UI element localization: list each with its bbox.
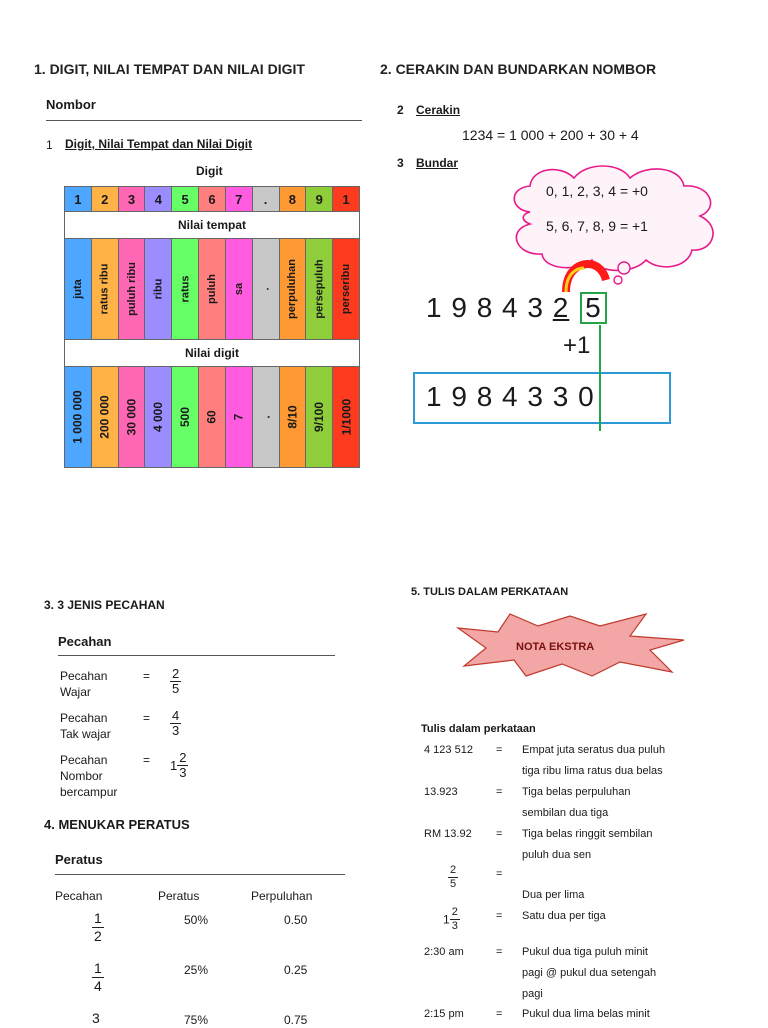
fraction (170, 667, 181, 696)
digit-cell: 8 (280, 187, 307, 211)
fraction-numerator: 2 (172, 666, 180, 681)
decimal-value: 0.75 (284, 1013, 308, 1027)
fraction-denominator: 3 (179, 765, 187, 780)
percent-header-fraction: Pecahan (55, 889, 103, 903)
digit-cell: 1 (333, 187, 359, 211)
section3-title: 3. 3 JENIS PECAHAN (44, 598, 165, 612)
section4-heading: Peratus (55, 852, 103, 867)
place-label: perseribu (340, 263, 353, 315)
percent-fraction (92, 960, 104, 995)
place-cell (226, 239, 253, 339)
value-label: 9/100 (312, 401, 327, 433)
decimal-value: 0.50 (284, 913, 308, 927)
words-equals: = (496, 910, 503, 922)
section2-title: 2. CERAKIN DAN BUNDARKAN NOMBOR (380, 61, 657, 77)
section1-title: 1. DIGIT, NILAI TEMPAT DAN NILAI DIGIT (34, 61, 305, 77)
section1-item-number: 1 (46, 138, 53, 152)
place-value-row (65, 239, 359, 339)
fraction-numerator: 2 (451, 906, 458, 918)
words-line: puluh dua sen (522, 849, 592, 861)
digit-cell: 2 (92, 187, 119, 211)
place-cell (145, 239, 172, 339)
rounding-arrow-icon (560, 258, 610, 294)
words-left: RM 13.92 (424, 828, 472, 840)
words-left: 13.923 (424, 786, 458, 798)
value-label: 60 (204, 410, 219, 424)
words-equals: = (496, 946, 503, 958)
section4-title: 4. MENUKAR PERATUS (44, 817, 190, 832)
cerakin-label: Cerakin (416, 103, 461, 117)
fraction-denominator: 5 (450, 878, 457, 890)
words-equals: = (496, 868, 503, 880)
digit-row (65, 187, 359, 211)
words-equals: = (496, 744, 503, 756)
value-cell (333, 367, 359, 467)
words-left: 4 123 512 (424, 744, 473, 756)
value-cell (306, 367, 333, 467)
digit-cell: 5 (172, 187, 199, 211)
place-cell (172, 239, 199, 339)
fraction-type-name: Pecahan Nombor bercampur (60, 753, 118, 799)
fraction-denominator: 2 (94, 928, 102, 944)
value-cell (92, 367, 119, 467)
fraction (170, 709, 181, 738)
value-label: . (258, 415, 273, 419)
decimal-value: 0.25 (284, 963, 308, 977)
place-cell (92, 239, 119, 339)
section3-rule (58, 655, 335, 656)
digit-table (64, 186, 360, 468)
words-line: pagi @ pukul dua setengah (522, 967, 657, 979)
fraction (450, 906, 460, 933)
value-cell (172, 367, 199, 467)
words-text (522, 864, 584, 906)
percent-value: 75% (184, 1013, 209, 1027)
place-cell (280, 239, 307, 339)
percent-header-decimal: Perpuluhan (251, 889, 313, 903)
digit-cell: 3 (119, 187, 146, 211)
value-cell (119, 367, 146, 467)
words-line (522, 864, 584, 885)
section5-title: 5. TULIS DALAM PERKATAAN (411, 586, 569, 598)
place-cell (333, 239, 359, 339)
place-label: sa (232, 282, 245, 296)
words-line: Pukul dua lima belas minit (522, 1008, 650, 1020)
value-cell (65, 367, 92, 467)
section1-rule (46, 120, 362, 121)
words-text (522, 942, 656, 1005)
words-text (522, 1004, 650, 1025)
section1-heading: Nombor (46, 97, 96, 112)
value-label: 500 (178, 406, 193, 428)
value-cell (280, 367, 307, 467)
place-label: perpuluhan (286, 259, 299, 319)
place-cell (199, 239, 226, 339)
place-label: puluh (205, 274, 218, 304)
value-cell (253, 367, 280, 467)
value-cell (145, 367, 172, 467)
cloud-line-1: 0, 1, 2, 3, 4 = +0 (546, 183, 648, 199)
cerakin-number: 2 (397, 103, 404, 117)
fraction-type-equals: = (143, 753, 151, 767)
fraction-whole: 1 (170, 758, 178, 773)
value-cell (226, 367, 253, 467)
fraction-numerator: 2 (179, 750, 187, 765)
fraction-type-equals: = (143, 669, 151, 683)
digit-label: Digit (196, 164, 223, 178)
fraction-type-value (170, 667, 181, 696)
fraction (92, 910, 104, 945)
fraction-numerator: 1 (94, 910, 102, 926)
nota-ekstra-badge: NOTA EKSTRA (516, 641, 595, 653)
words-left: 2:15 pm (424, 1008, 464, 1020)
words-line: Tiga belas ringgit sembilan (522, 828, 653, 840)
percent-value: 50% (184, 913, 209, 927)
place-label: . (259, 287, 272, 291)
fraction-denominator: 3 (451, 920, 458, 932)
words-line: Empat juta seratus dua puluh (522, 744, 666, 756)
fraction-numerator: 4 (172, 708, 180, 723)
place-label: ratus (179, 275, 192, 303)
bundar-number: 3 (397, 156, 404, 170)
rounding-underlined-digit: 2 (552, 292, 570, 323)
value-label: 7 (231, 413, 246, 421)
digit-value-row (65, 367, 359, 467)
rounding-boxed-digit: 5 (580, 292, 607, 324)
rounding-number (426, 292, 607, 324)
place-label: persepuluh (313, 259, 326, 319)
fraction-numerator: 2 (450, 864, 457, 876)
place-label: ratus ribu (98, 263, 111, 315)
fraction-denominator: 5 (172, 681, 180, 696)
digit-value-band: Nilai digit (65, 339, 359, 367)
digit-cell: 6 (199, 187, 226, 211)
value-label: 1/1000 (339, 398, 354, 436)
place-label: ribu (152, 278, 165, 300)
fraction-type-value (170, 751, 188, 780)
fraction-whole: 1 (443, 912, 450, 927)
fraction-denominator: 4 (94, 978, 102, 994)
fraction-numerator: 1 (94, 960, 102, 976)
section5-heading: Tulis dalam perkataan (421, 723, 536, 735)
words-line: tiga ribu lima ratus dua belas (522, 765, 663, 777)
place-cell (119, 239, 146, 339)
section4-rule (55, 874, 345, 875)
cerakin-expression: 1234 = 1 000 + 200 + 30 + 4 (462, 127, 639, 143)
digit-cell: 4 (145, 187, 172, 211)
rounding-result: 1 9 8 4 3 3 0 (426, 381, 595, 412)
place-cell (253, 239, 280, 339)
section3-heading: Pecahan (58, 634, 112, 649)
fraction (92, 960, 104, 995)
words-left (443, 906, 460, 933)
value-cell (199, 367, 226, 467)
digit-cell: 9 (306, 187, 333, 211)
words-equals: = (496, 786, 503, 798)
fraction (448, 864, 458, 891)
words-line: Satu dua per tiga (522, 910, 606, 922)
words-left: 2:30 am (424, 946, 464, 958)
place-label: juta (71, 279, 84, 299)
fraction-type-value (170, 709, 181, 738)
section1-item-title: Digit, Nilai Tempat dan Nilai Digit (65, 137, 253, 151)
words-text (522, 906, 606, 927)
value-label: 30 000 (124, 398, 139, 436)
value-label: 200 000 (97, 395, 112, 439)
rounding-guide-line (599, 325, 601, 431)
words-line: Tiga belas perpuluhan (522, 786, 631, 798)
percent-header-percent: Peratus (158, 889, 200, 903)
place-cell (65, 239, 92, 339)
rounding-number-lead: 1 9 8 4 3 (426, 292, 544, 323)
value-label: 4 000 (151, 401, 166, 433)
words-line: Dua per lima (522, 889, 585, 901)
cloud-line-2: 5, 6, 7, 8, 9 = +1 (546, 218, 648, 234)
value-label: 1 000 000 (70, 390, 85, 444)
bundar-label: Bundar (416, 156, 458, 170)
words-line: sembilan dua tiga (522, 807, 609, 819)
fraction-type-name: Pecahan Wajar (60, 669, 108, 699)
place-label: puluh ribu (125, 262, 138, 316)
value-label: 8/10 (285, 405, 300, 429)
percent-value: 25% (184, 963, 209, 977)
digit-cell: 7 (226, 187, 253, 211)
words-line: Pukul dua tiga puluh minit (522, 946, 648, 958)
place-value-band: Nilai tempat (65, 211, 359, 239)
words-line: pagi (522, 988, 543, 1000)
words-left (448, 864, 458, 891)
words-equals: = (496, 1008, 503, 1020)
place-cell (306, 239, 333, 339)
words-text (522, 740, 665, 782)
fraction-numerator: 3 (92, 1010, 100, 1027)
percent-fraction (92, 910, 104, 945)
digit-cell: 1 (65, 187, 92, 211)
fraction-denominator: 3 (172, 723, 180, 738)
fraction (92, 1010, 100, 1027)
digit-cell: . (253, 187, 280, 211)
words-text (522, 782, 630, 824)
fraction-type-name: Pecahan Tak wajar (60, 711, 111, 741)
plus-one: +1 (563, 332, 591, 359)
percent-fraction (92, 1010, 100, 1028)
fraction (177, 751, 188, 780)
words-equals: = (496, 828, 503, 840)
fraction-type-equals: = (143, 711, 151, 725)
words-text (522, 824, 652, 866)
